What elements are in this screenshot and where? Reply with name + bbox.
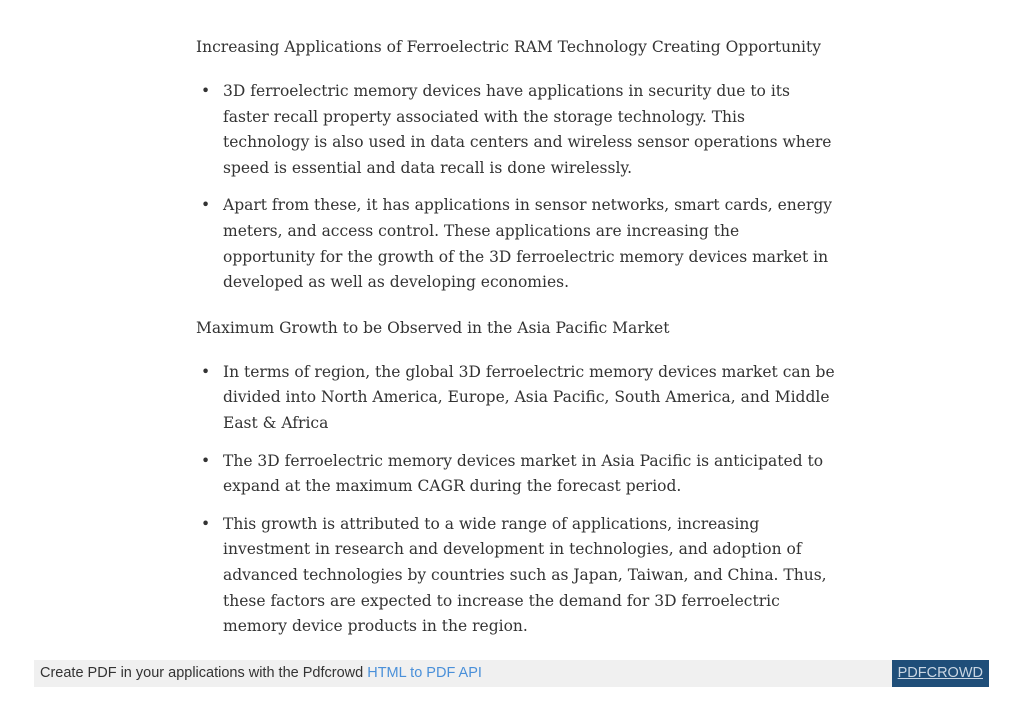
bullet-list-regions — [196, 360, 836, 640]
bullet-dot-icon: • — [201, 514, 211, 533]
bullet-dot-icon: • — [201, 362, 211, 381]
list-item-text: In terms of region, the global 3D ferroelectric memory devices market can be divided into North America, Europe, Asia Pacific, South America, and Middle East & Africa — [223, 362, 835, 432]
list-item — [196, 360, 836, 437]
section-heading-asia-pacific: Maximum Growth to be Observed in the Asia Pacific Market — [196, 318, 670, 337]
footer-caption: Create PDF in your applications with the Pdfcrowd — [40, 665, 368, 681]
bullet-dot-icon: • — [201, 196, 211, 215]
list-item — [196, 512, 836, 640]
section-heading-ferroelectric-ram: Increasing Applications of Ferroelectric RAM Technology Creating Opportunity — [196, 38, 821, 56]
list-item-text: The 3D ferroelectric memory devices market in Asia Pacific is anticipated to expand at the maximum CAGR during the forecast period. — [223, 451, 824, 496]
list-item — [196, 193, 836, 295]
bullet-dot-icon: • — [201, 451, 211, 470]
list-item-text: 3D ferroelectric memory devices have applications in security due to its faster recall property associated with the storage technology. This technology is also used in data centers and wireless sensor operations where speed is essential and data recall is done wirelessly. — [223, 82, 832, 177]
list-item-text: Apart from these, it has applications in sensor networks, smart cards, energy meters, and access control. These applications are increasing the opportunity for the growth of the 3D ferroelectric memory devices market in developed as well as developing economies. — [223, 196, 833, 292]
article-content — [196, 34, 836, 640]
footer-text — [40, 660, 482, 687]
list-item-text: This growth is attributed to a wide range of applications, increasing investment in research and development in technologies, and adoption of advanced technologies by countries such as Japan, Taiwan, and China. Thus, these factors are expected to increase the demand for 3D ferroelectric memory device products in the region. — [223, 514, 827, 636]
bullet-list-applications — [196, 79, 836, 296]
bullet-dot-icon: • — [201, 82, 211, 100]
pdfcrowd-footer-bar — [34, 660, 989, 687]
list-item — [196, 79, 836, 181]
pdfcrowd-badge-button[interactable]: PDFCROWD — [892, 660, 989, 687]
html-to-pdf-api-link[interactable]: HTML to PDF API — [367, 665, 482, 681]
list-item — [196, 449, 836, 500]
